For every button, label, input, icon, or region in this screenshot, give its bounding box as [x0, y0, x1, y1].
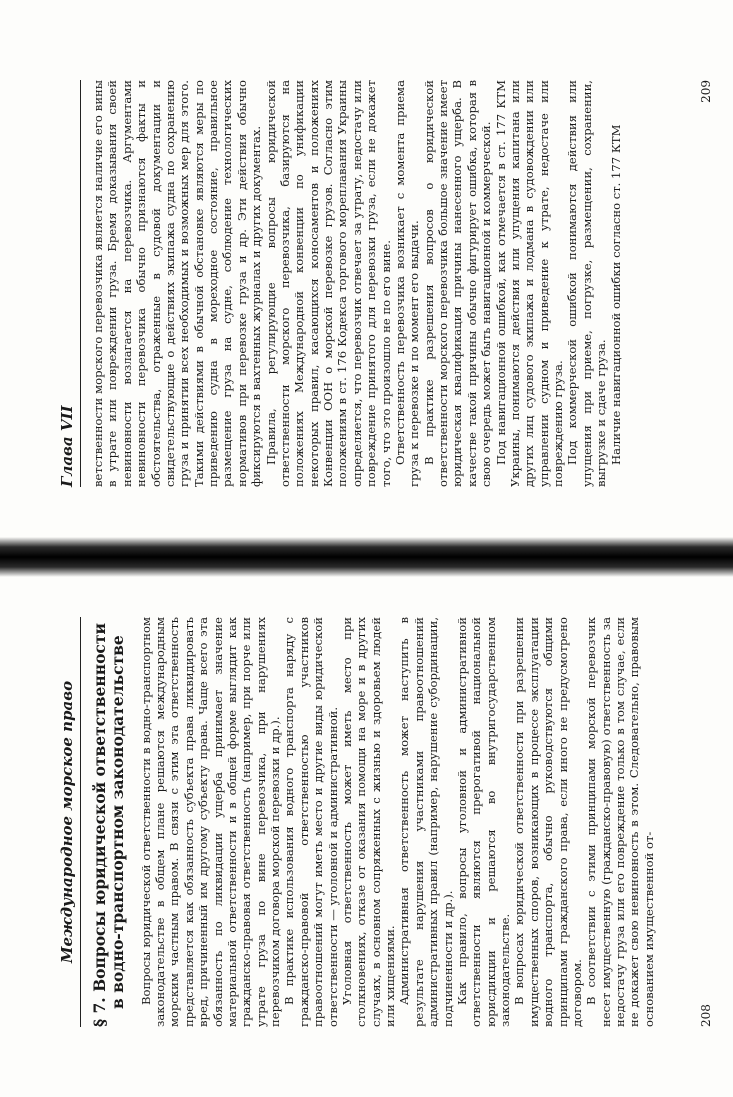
section-title-line1: § 7. Вопросы юридической ответственности — [90, 623, 109, 1027]
page-number-right: 209 — [699, 80, 713, 103]
paragraph: Правила, регулирующие вопросы юридической ответственности морского перевозчика, базируются на положениях Международной конвенции по унификации некоторых правил, касающихся коносаментов и положениях Конвенции ООН о морской перевозке грузов. Согласно этим положениям в ст. 176 Кодекса торгового мореплавания Украины определяется, что перевозчик отвечает за утрату, недостачу или повреждение принятого для перевозки груза, если не докажет того, что это произошло не по его вине. — [263, 80, 393, 487]
running-head-right: Глава VII — [58, 80, 81, 487]
page-number-left: 208 — [699, 1004, 713, 1027]
paragraph: Административная ответственность может наступить в результате нарушения участниками правоотношений административных правил (например, нарушение субординации, подчиненности и др.). — [397, 617, 455, 1027]
left-page — [0, 577, 733, 1097]
paragraph: Вопросы юридической ответственности в водно-транспортном законодательстве в общем плане решаются международным морским частным правом. В связи с этим эта ответственность представляется как обязанность субъекта права ликвидировать вред, причиненный им другому субъекту права. Чаще всего эта обязанность по ликвидации ущерба принимает значение материальной ответственности и в общей форме выглядит как гражданско-правовая ответственность (например, при порче или утрате груза по вине перевозчика, при нарушениях перевозчиком договора морской перевозки и др.). — [138, 617, 282, 1027]
section-title-line2: в водно-транспортном законодательстве — [107, 635, 127, 1009]
paragraph: Под коммерческой ошибкой понимаются действия или упущения при приеме, погрузке, размещении, сохранении, выгрузке и сдаче груза. — [565, 80, 609, 487]
paragraph: ветственности морского перевозчика является наличие его вины в утрате или повреждении груза. Бремя доказывания своей невиновности возлагается на перевозчика. Аргументами невиновности перевозчика обычно признаются факты и обстоятельства, отраженные в судовой документации и свидетельствующие о действиях экипажа судна по сохранению груза и принятии всех необходимых и возможных мер для этого. Такими действиями в обычной обстановке являются меры по приведению судна в мореходное состояние, правильное размещение груза на судне, соблюдение технологических нормативов при перевозке груза и др. Эти действия обычно фиксируются в вахтенных журналах и других документах. — [91, 80, 264, 487]
paragraph: Под навигационной ошибкой, как отмечается в ст. 177 КТМ Украины, понимаются действия или упущения капитана или других лиц судового экипажа и лодмана в судовождении или управлении судном и приведение к утрате, недостаче или повреждению груза. — [493, 80, 565, 487]
right-page — [0, 0, 733, 537]
running-head-left: Международное морское право — [58, 617, 81, 1027]
paragraph: Уголовная ответственность может иметь место при столкновениях, отказе от оказания помощи на море и в других случаях, в основном сопряженных с жизнью и здоровьем людей или хищениями. — [339, 617, 397, 1027]
paragraph: В практике использования водного транспорта наряду с гражданско-правовой ответственностью участников правоотношений могут иметь место и другие виды юридической ответственности — уголовной и административной. — [282, 617, 340, 1027]
paragraph: Ответственность перевозчика возникает с момента приема груза к перевозке и по момент его выдачи. — [392, 80, 422, 487]
paragraph: Наличие навигационной ошибки согласно ст. 177 КТМ — [608, 124, 623, 465]
paragraph: Как правило, вопросы уголовной и административной ответственности являются прерогативой национальной юрисдикции и решаются во внутригосударственном законодательстве. — [454, 617, 512, 1027]
book-gutter-shadow — [0, 537, 733, 577]
paragraph: В вопросах юридической ответственности при разрешении имущественных споров, возникающих в процессе эксплуатации водного транспорта, обычно руководствуются общими принципами гражданского права, если иного не предусмотрено договором. — [512, 617, 584, 1027]
section-title — [91, 617, 127, 1027]
paragraph: В практике разрешения вопросов о юридической ответственности морского перевозчика большое значение имеет юридическая квалификация причины нанесенного ущерба. В качестве такой причины обычно фигурирует ошибка, которая в свою очередь может быть навигационной и коммерческой. — [421, 80, 494, 487]
paragraph: В соответствии с этими принципами морской перевозчик несет имущественную (гражданско-правовую) ответственность за недостачу груза или его повреждение только в том случае, если не докажет свою невиновность в этом. Следовательно, правовым основанием имущественной от- — [584, 617, 656, 1027]
